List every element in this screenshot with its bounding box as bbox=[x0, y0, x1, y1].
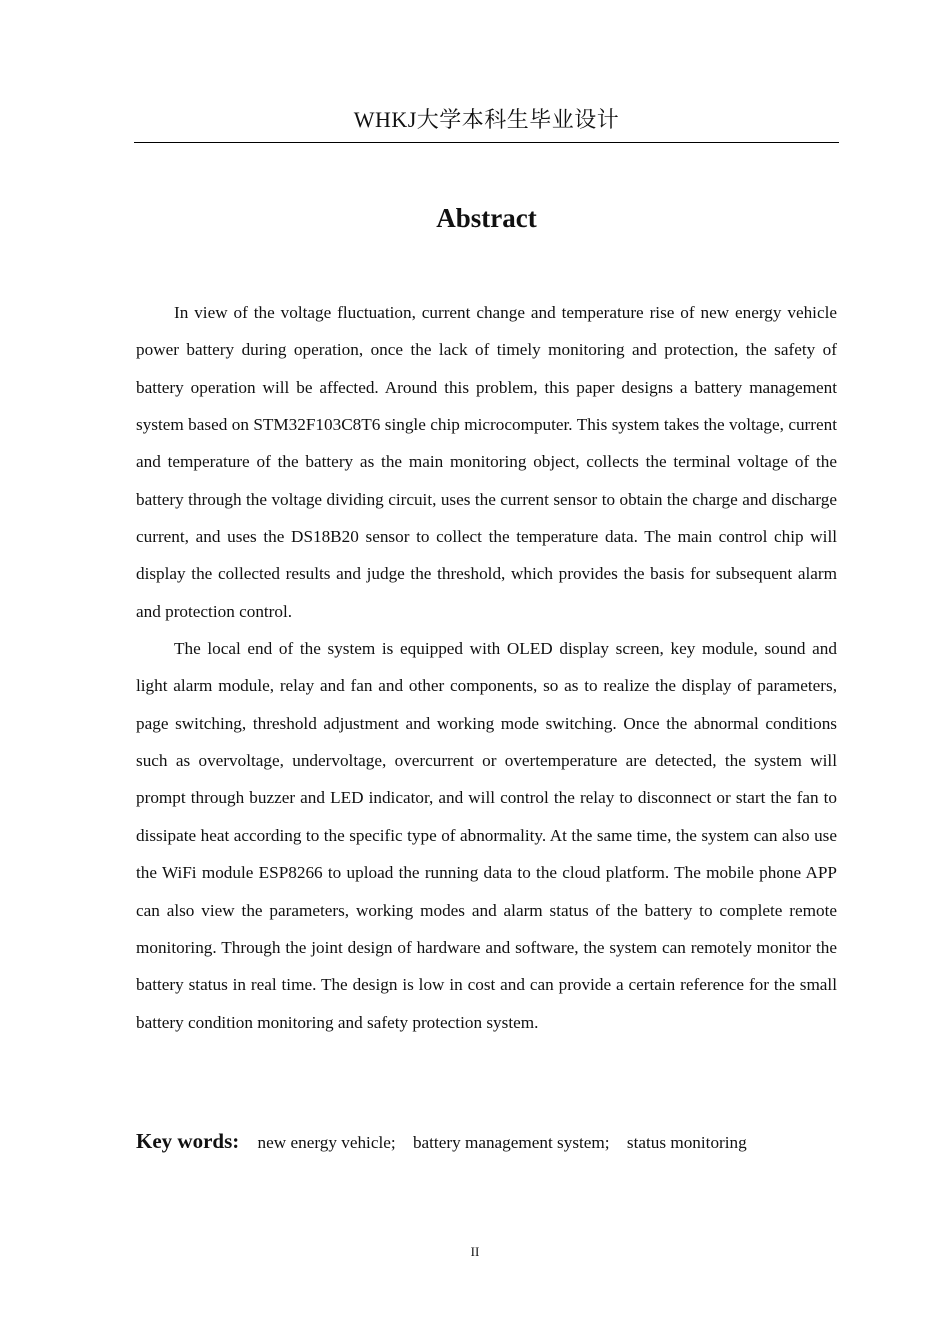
abstract-body bbox=[136, 294, 837, 1041]
abstract-paragraph-1: In view of the voltage fluctuation, current change and temperature rise of new energy vehicle power battery during operation, once the lack of timely monitoring and protection, the safety of battery operation will be affected. Around this problem, this paper designs a battery management system based on STM32F103C8T6 single chip microcomputer. This system takes the voltage, current and temperature of the battery as the main monitoring object, collects the terminal voltage of the battery through the voltage dividing circuit, uses the current sensor to obtain the charge and discharge current, and uses the DS18B20 sensor to collect the temperature data. The main control chip will display the collected results and judge the threshold, which provides the basis for subsequent alarm and protection control. bbox=[136, 303, 837, 621]
keywords-label: Key words: bbox=[136, 1129, 240, 1153]
abstract-paragraph-2: The local end of the system is equipped with OLED display screen, key module, sound and light alarm module, relay and fan and other components, so as to realize the display of parameters, page switching, threshold adjustment and working mode switching. Once the abnormal conditions such as overvoltage, undervoltage, overcurrent or overtemperature are detected, the system will prompt through buzzer and LED indicator, and will control the relay to disconnect or start the fan to dissipate heat according to the specific type of abnormality. At the same time, the system can also use the WiFi module ESP8266 to upload the running data to the cloud platform. The mobile phone APP can also view the parameters, working modes and alarm status of the battery to complete remote monitoring. Through the joint design of hardware and software, the system can remotely monitor the battery status in real time. The design is low in cost and can provide a certain reference for the small battery condition monitoring and safety protection system. bbox=[136, 639, 837, 1032]
header-divider bbox=[134, 142, 839, 143]
page-header: WHKJ大学本科生毕业设计 bbox=[353, 107, 620, 132]
page-number: II bbox=[470, 1244, 480, 1259]
keyword-item: status monitoring bbox=[626, 1133, 747, 1152]
keyword-item: battery management system; bbox=[412, 1133, 610, 1152]
keyword-item: new energy vehicle; bbox=[257, 1133, 396, 1152]
keywords-line bbox=[136, 1126, 837, 1158]
abstract-title: Abstract bbox=[436, 203, 537, 233]
